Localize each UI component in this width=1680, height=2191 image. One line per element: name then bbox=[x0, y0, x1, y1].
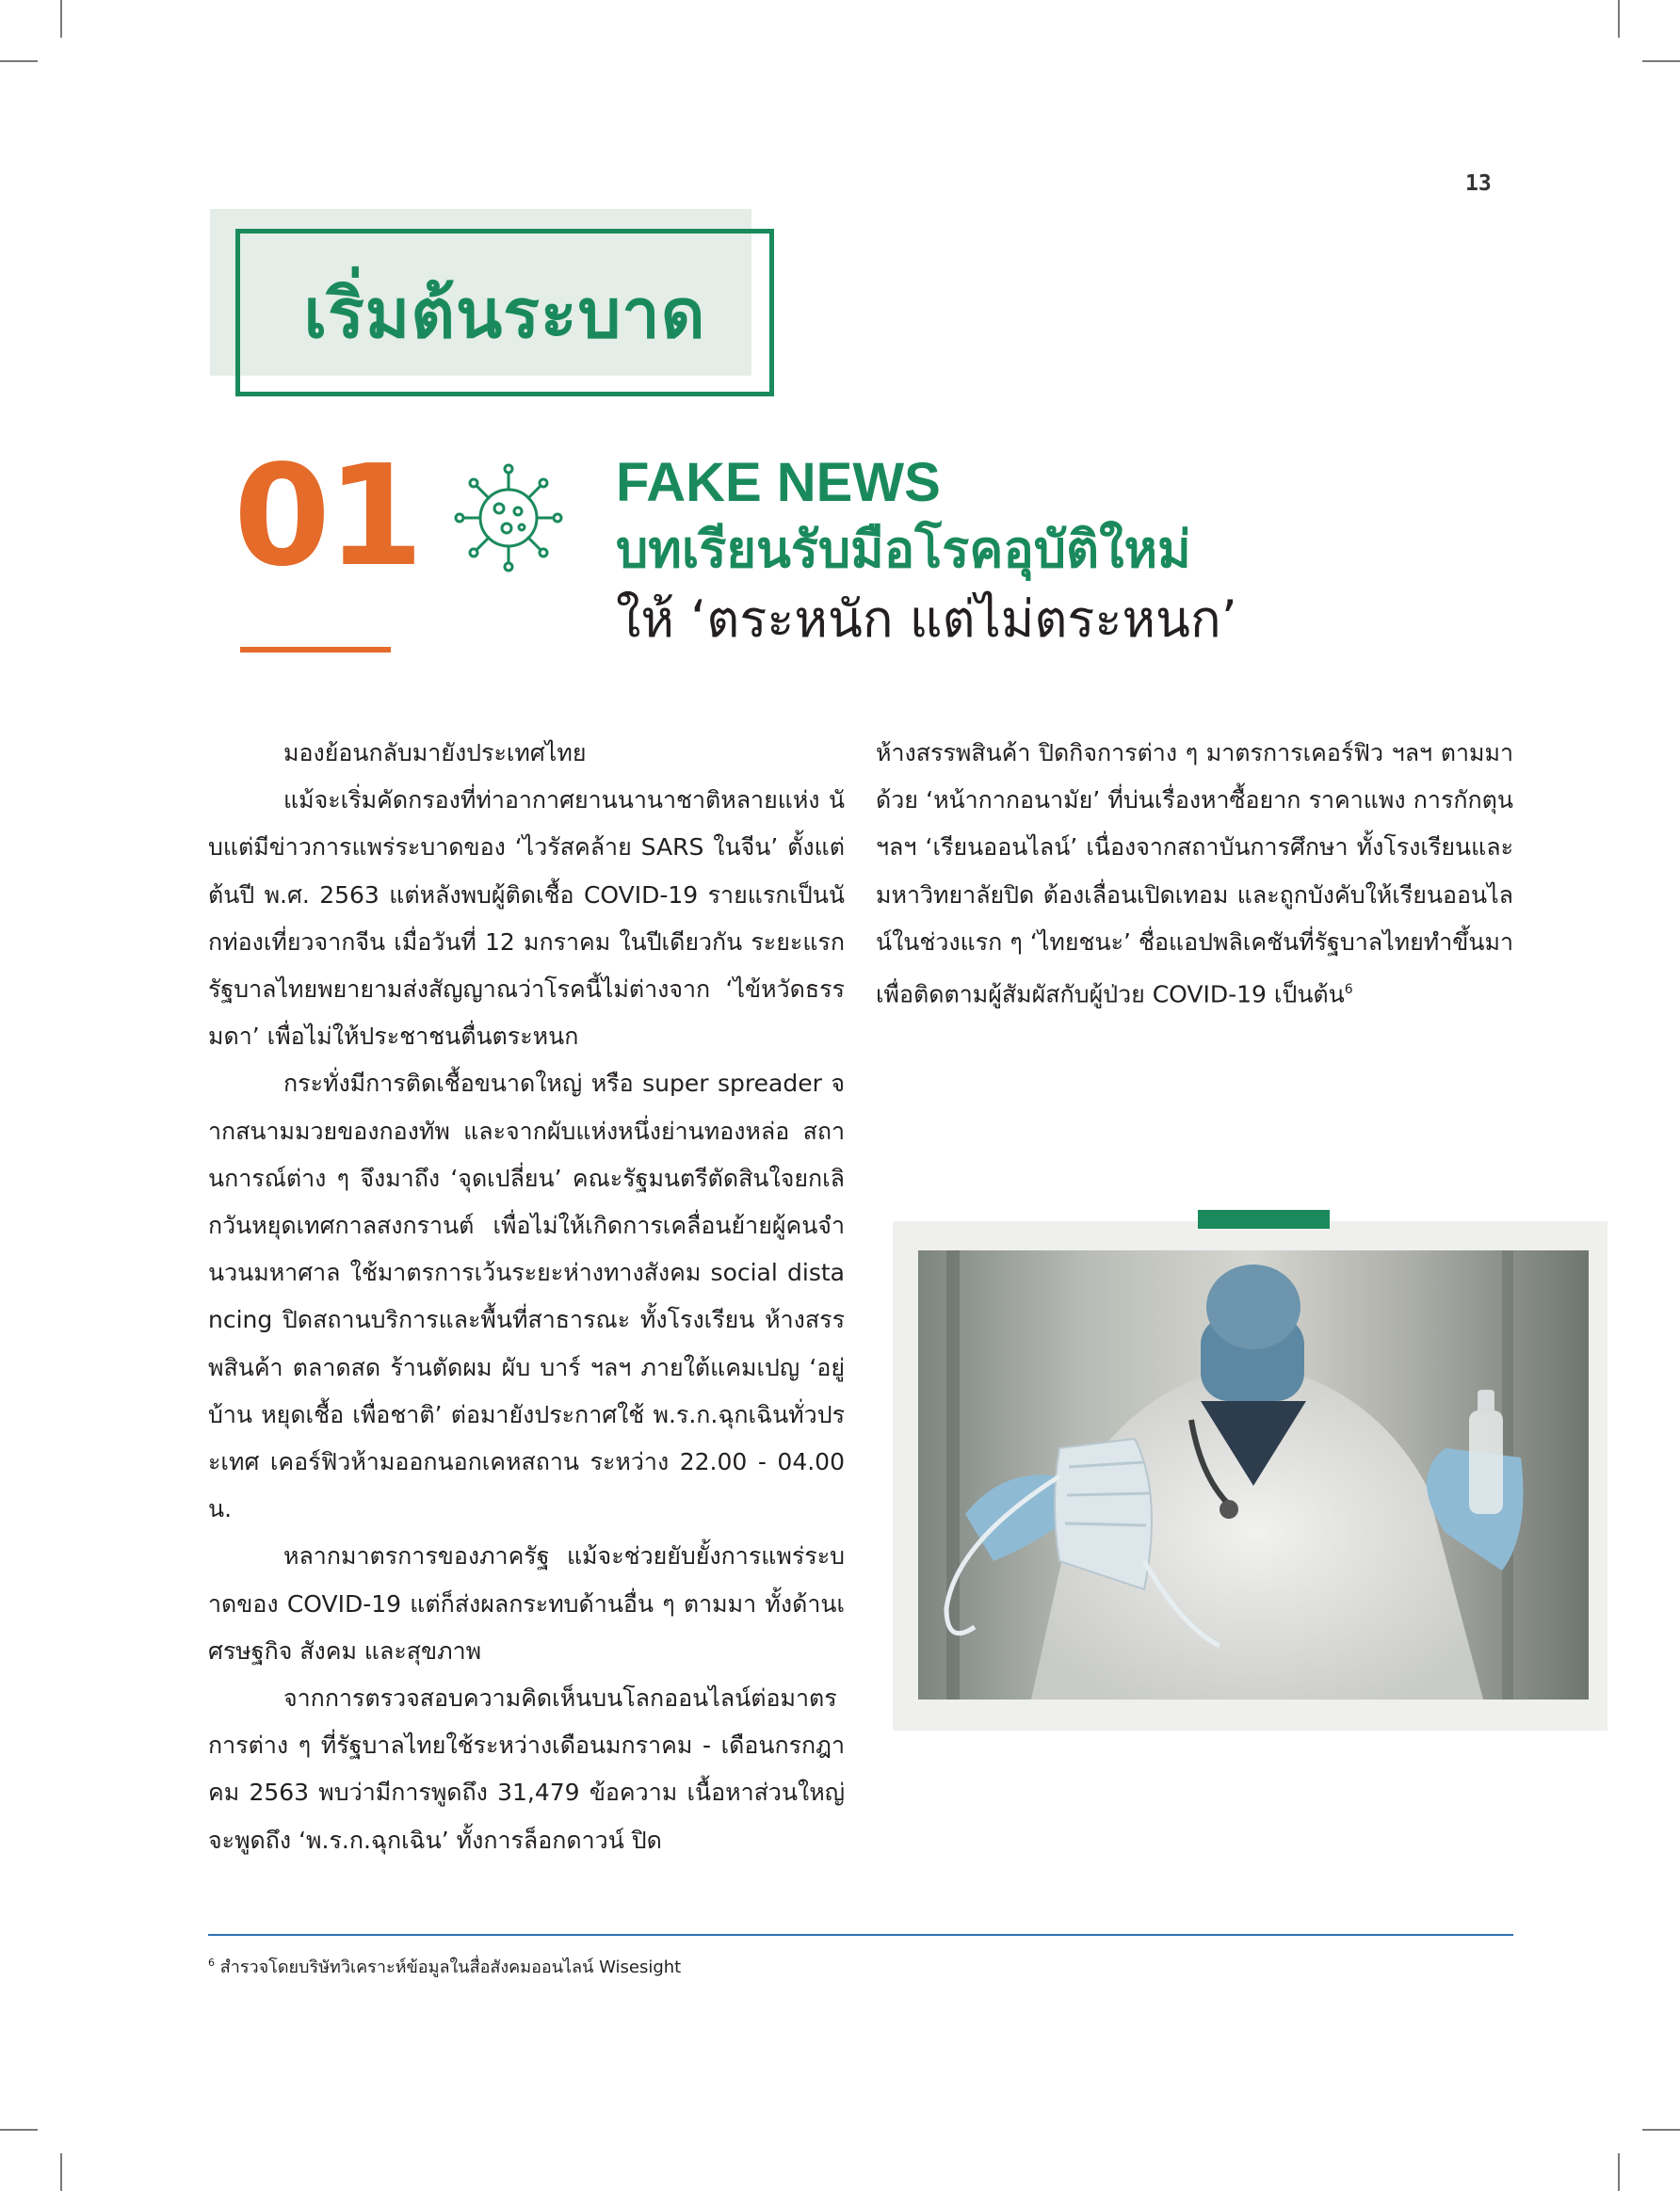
section-title-box bbox=[235, 229, 774, 396]
crop-mark bbox=[60, 0, 62, 38]
body-paragraph: แม้จะเริ่มคัดกรองที่ท่าอากาศยานนานาชาติหลายแห่ง นับแต่มีข่าวการแพร่ระบาดของ ‘ไวรัสคล้าย SARS ในจีน’ ตั้งแต่ต้นปี พ.ศ. 2563 แต่หลังพบผู้ติดเชื้อ COVID-19 รายแรกเป็นนักท่องเที่ยวจากจีน เมื่อวันที่ 12 มกราคม ในปีเดียวกัน ระยะแรกรัฐบาลไทยพยายามส่งสัญญาณว่าโรคนี้ไม่ต่างจาก ‘ไข้หวัดธรรมดา’ เพื่อไม่ให้ประชาชนตื่นตระหนก bbox=[208, 786, 845, 1051]
crop-mark bbox=[1618, 2153, 1620, 2191]
chapter-heading bbox=[616, 454, 1463, 653]
heading-line-3: ให้ ‘ตระหนัก แต่ไม่ตระหนก’ bbox=[616, 589, 1237, 649]
crop-mark bbox=[1642, 60, 1680, 62]
chapter-underline bbox=[240, 647, 391, 652]
body-paragraph-text: ห้างสรรพสินค้า ปิดกิจการต่าง ๆ มาตรการเคอร์ฟิว ฯลฯ ตามมาด้วย ‘หน้ากากอนามัย’ ที่บ่นเรื่องหาซื้อยาก ราคาแพง การกักตุน ฯลฯ ‘เรียนออนไลน์’ เนื่องจากสถาบันการศึกษา ทั้งโรงเรียนและมหาวิทยาลัยปิด ต้องเลื่อนเปิดเทอม และถูกบังคับให้เรียนออนไลน์ในช่วงแรก ๆ ‘ไทยชนะ’ ชื่อแอปพลิเคชันที่รัฐบาลไทยทำขึ้นมาเพื่อติดตามผู้สัมผัสกับผู้ป่วย COVID-19 เป็นต้น bbox=[876, 739, 1513, 1008]
chapter-number: 01 bbox=[234, 435, 420, 597]
crop-mark bbox=[0, 60, 38, 62]
body-column-right bbox=[876, 730, 1513, 1019]
footnote-reference: 6 bbox=[1344, 982, 1353, 998]
crop-mark bbox=[1618, 0, 1620, 38]
photo-accent-bar bbox=[1198, 1210, 1330, 1229]
crop-mark bbox=[1642, 2129, 1680, 2131]
footnote-divider bbox=[208, 1934, 1513, 1936]
heading-line-1: FAKE NEWS bbox=[616, 452, 941, 513]
doctor-holding-mask-photo bbox=[918, 1250, 1589, 1700]
body-paragraph: กระทั่งมีการติดเชื้อขนาดใหญ่ หรือ super spreader จากสนามมวยของกองทัพ และจากผับแห่งหนึ่งย่านทองหล่อ สถานการณ์ต่าง ๆ จึงมาถึง ‘จุดเปลี่ยน’ คณะรัฐมนตรีตัดสินใจยกเลิกวันหยุดเทศกาลสงกรานต์ เพื่อไม่ให้เกิดการเคลื่อนย้ายผู้คนจำนวนมหาศาล ใช้มาตรการเว้นระยะห่างทางสังคม social distancing ปิดสถานบริการและพื้นที่สาธารณะ ทั้งโรงเรียน ห้างสรรพสินค้า ตลาดสด ร้านตัดผม ผับ บาร์ ฯลฯ ภายใต้แคมเปญ ‘อยู่บ้าน หยุดเชื้อ เพื่อชาติ’ ต่อมายังประกาศใช้ พ.ร.ก.ฉุกเฉินทั่วประเทศ เคอร์ฟิวห้ามออกนอกเคหสถาน ระหว่าง 22.00 - 04.00 น. bbox=[208, 1070, 845, 1523]
page-number: 13 bbox=[1465, 171, 1492, 196]
section-title: เริ่มต้นระบาด bbox=[303, 273, 706, 353]
body-paragraph bbox=[876, 730, 1513, 1019]
crop-mark bbox=[0, 2129, 38, 2131]
body-paragraph: จากการตรวจสอบความคิดเห็นบนโลกออนไลน์ต่อมาตรการต่าง ๆ ที่รัฐบาลไทยใช้ระหว่างเดือนมกราคม - เดือนกรกฎาคม 2563 พบว่ามีการพูดถึง 31,479 ข้อความ เนื้อหาส่วนใหญ่จะพูดถึง ‘พ.ร.ก.ฉุกเฉิน’ ทั้งการล็อกดาวน์ ปิด bbox=[208, 1684, 845, 1854]
body-paragraph: หลากมาตรการของภาครัฐ แม้จะช่วยยับยั้งการแพร่ระบาดของ COVID-19 แต่ก็ส่งผลกระทบด้านอื่น ๆ ตามมา ทั้งด้านเศรษฐกิจ สังคม และสุขภาพ bbox=[208, 1542, 845, 1665]
crop-mark bbox=[60, 2153, 62, 2191]
virus-icon bbox=[450, 459, 567, 576]
footnote bbox=[208, 1953, 1513, 1980]
footnote-text: สำรวจโดยบริษัทวิเคราะห์ข้อมูลในสื่อสังคมออนไลน์ Wisesight bbox=[219, 1957, 682, 1977]
body-column-left bbox=[208, 730, 845, 1864]
heading-line-2: บทเรียนรับมือโรคอุบัติใหม่ bbox=[616, 520, 1191, 579]
body-paragraph: มองย้อนกลับมายังประเทศไทย bbox=[283, 739, 587, 766]
footnote-number: 6 bbox=[208, 1957, 215, 1969]
